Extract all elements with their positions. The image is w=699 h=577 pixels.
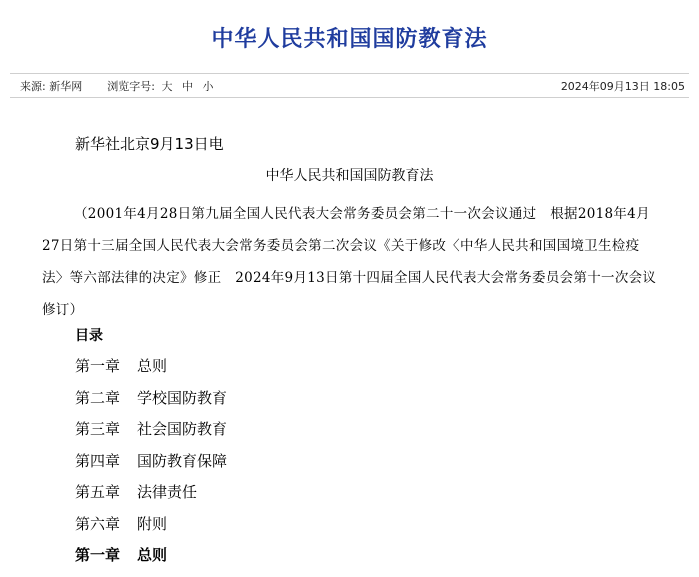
toc-item [75, 418, 227, 450]
font-size-medium-button[interactable]: 中 [181, 80, 193, 93]
toc-heading: 目录 [75, 328, 103, 344]
chapter-heading [75, 544, 227, 576]
meta-left [20, 78, 216, 96]
toc-item-title: 法律责任 [137, 483, 198, 501]
font-size-label: 浏览字号: [107, 80, 155, 93]
source-value: 新华网 [49, 80, 83, 93]
toc-item [75, 355, 227, 387]
toc-item-title: 国防教育保障 [137, 451, 228, 470]
toc-item-title: 附则 [137, 514, 168, 533]
toc-item-number: 第一章 [75, 357, 121, 375]
table-of-contents [75, 355, 227, 576]
toc-item-title: 社会国防教育 [137, 420, 228, 438]
toc-item [75, 450, 227, 482]
law-preamble: （2001年4月28日第九届全国人民代表大会常务委员会第二十一次会议通过 根据2018年4月27日第十三届全国人民代表大会常务委员会第二次会议《关于修改〈中华人民共和国国境卫生检疫法〉等六部法律的决定》修正 2024年9月13日第十四届全国人民代表大会常务委员会第十一次会议修订） [42, 206, 657, 318]
toc-item-number: 第二章 [75, 388, 121, 407]
chapter-title: 总则 [137, 546, 168, 564]
page-title: 中华人民共和国国防教育法 [211, 26, 488, 52]
law-title: 中华人民共和国国防教育法 [265, 168, 434, 184]
publish-datetime: 2024年09月13日 18:05 [560, 80, 685, 93]
meta-divider-top [10, 73, 689, 74]
dateline: 新华社北京9月13日电 [75, 135, 224, 153]
chapter-number: 第一章 [75, 546, 121, 564]
toc-item-title: 学校国防教育 [137, 388, 228, 407]
font-size-small-button[interactable]: 小 [202, 80, 214, 93]
toc-item-number: 第六章 [75, 514, 121, 533]
toc-item [75, 481, 227, 513]
toc-item [75, 387, 227, 419]
font-size-large-button[interactable]: 大 [161, 80, 173, 93]
meta-divider-bottom [10, 97, 689, 98]
source-label: 来源: [20, 80, 46, 93]
toc-item-title: 总则 [137, 357, 168, 375]
toc-item-number: 第五章 [75, 483, 121, 501]
toc-item-number: 第四章 [75, 451, 121, 470]
toc-item [75, 513, 227, 545]
meta-bar [20, 78, 685, 96]
toc-item-number: 第三章 [75, 420, 121, 438]
